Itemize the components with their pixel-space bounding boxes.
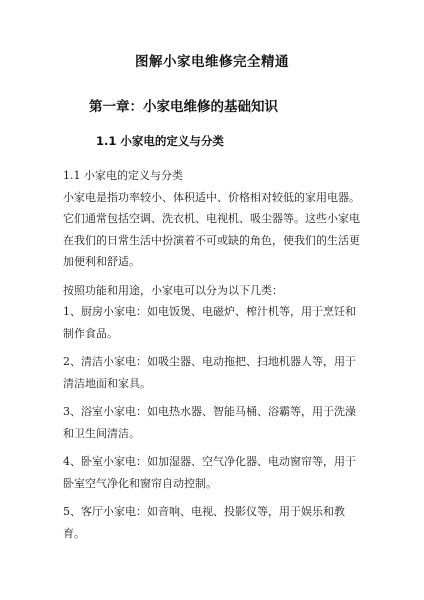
paragraph-definition: 小家电是指功率较小、体积适中、价格相对较低的家用电器。它们通常包括空调、洗衣机、电视机、吸尘器等。这些小家电在我们的日常生活中扮演着不可或缺的角色，使我们的生活更加便利和舒适。 [63,190,360,268]
list-item-bathroom: 3、浴室小家电：如电热水器、智能马桶、浴霸等，用于洗澡和卫生间清洁。 [63,405,356,440]
list-item-bedroom: 4、卧室小家电：如加湿器、空气净化器、电动窗帘等，用于卧室空气净化和窗帘自动控制。 [63,455,356,490]
body-text [63,165,363,551]
list-item-kitchen: 1、厨房小家电：如电饭煲、电磁炉、榨汁机等，用于烹饪和制作食品。 [63,305,356,340]
section-heading: 1.1 小家电的定义与分类 [96,134,224,148]
list-item-cleaning: 2、清洁小家电：如吸尘器、电动拖把、扫地机器人等，用于清洁地面和家具。 [63,355,356,390]
list-item-living-room: 5、客厅小家电：如音响、电视、投影仪等，用于娱乐和教育。 [63,505,345,540]
chapter-heading: 第一章：小家电维修的基础知识 [89,99,278,115]
document-title: 图解小家电维修完全精通 [135,54,289,70]
paragraph-classification-intro: 按照功能和用途，小家电可以分为以下几类： [63,283,283,297]
paragraph-subheading: 1.1 小家电的定义与分类 [63,169,183,182]
